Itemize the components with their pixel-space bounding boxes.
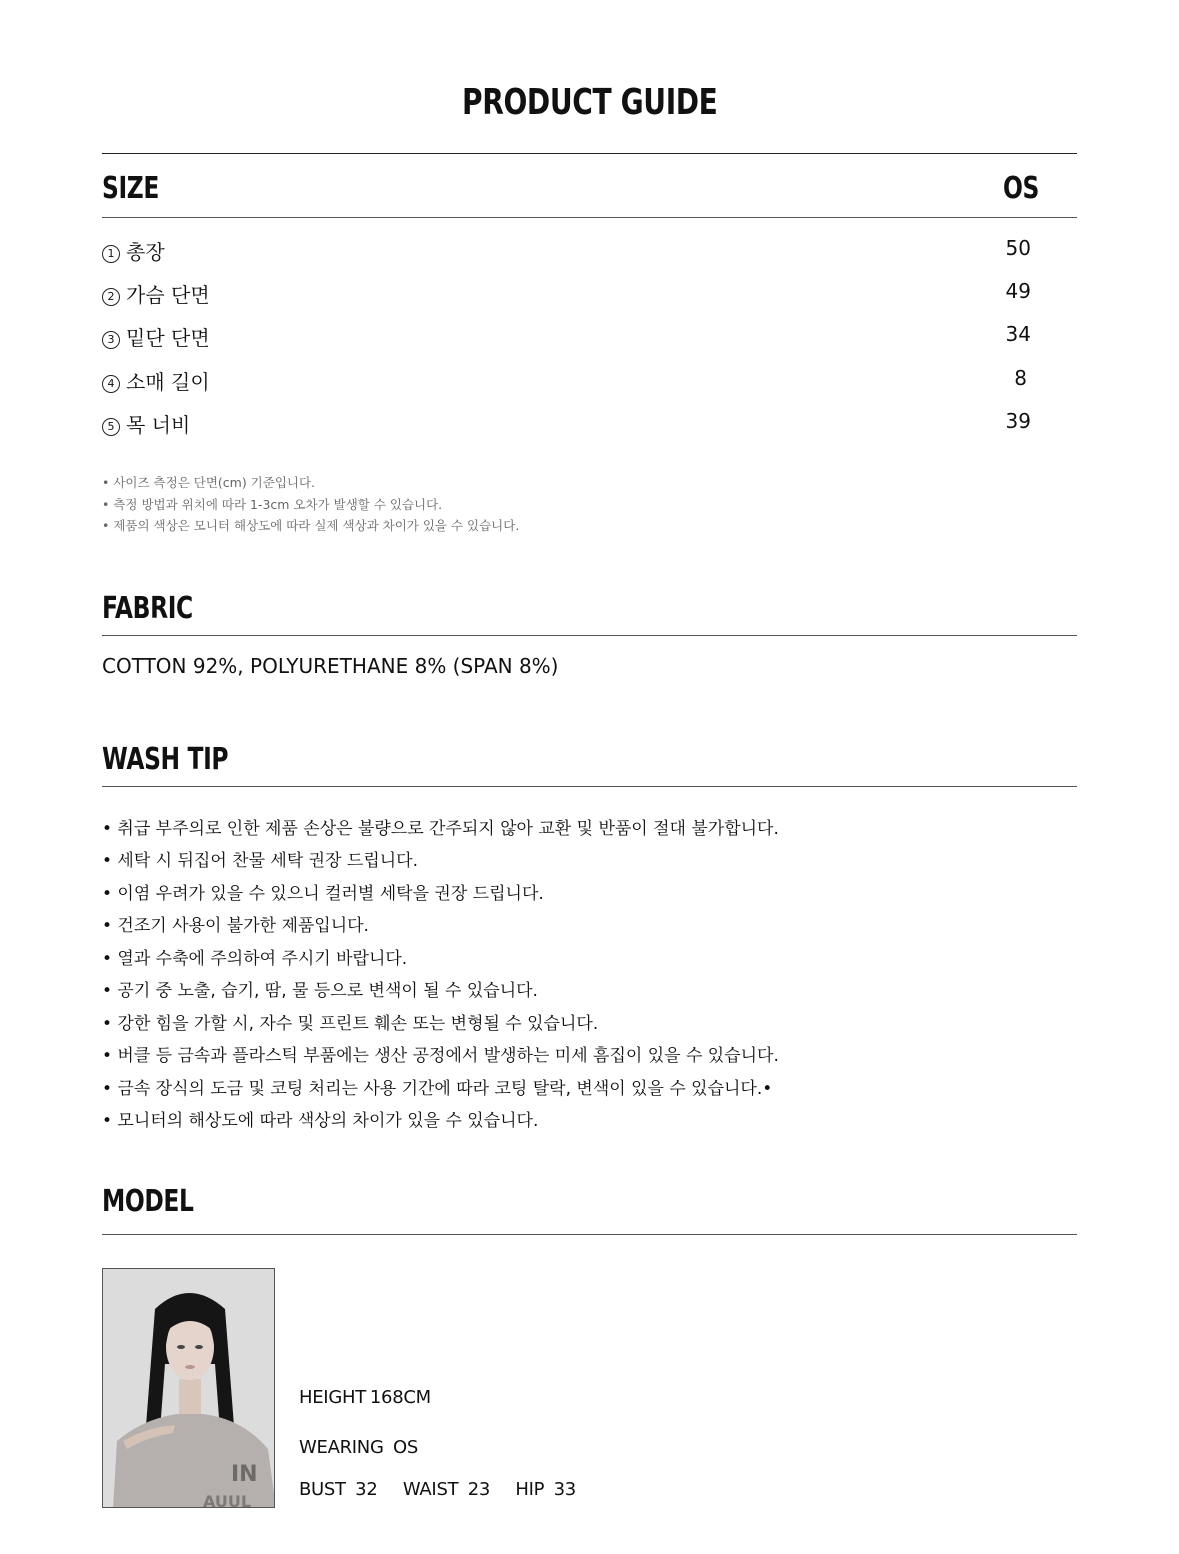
size-row — [102, 366, 1077, 396]
size-label: 총장 — [126, 240, 165, 264]
size-value: 39 — [1005, 409, 1031, 433]
circled-number: 1 — [102, 245, 120, 263]
divider — [102, 786, 1077, 787]
wash-tip-heading: WASH TIP — [102, 742, 229, 777]
circled-number: 3 — [102, 331, 120, 349]
wash-tip-item: • 공기 중 노출, 습기, 땀, 물 등으로 변색이 될 수 있습니다. — [102, 981, 538, 1001]
wash-tip-item: • 세탁 시 뒤집어 찬물 세탁 권장 드립니다. — [102, 851, 419, 871]
wash-tip-item: • 버클 등 금속과 플라스틱 부품에는 생산 공정에서 발생하는 미세 흠집이 있을 수 있습니다. — [102, 1046, 779, 1066]
fabric-heading: FABRIC — [102, 591, 193, 626]
model-photo — [102, 1268, 275, 1508]
size-note: • 제품의 색상은 모니터 해상도에 따라 실제 색상과 차이가 있을 수 있습니다. — [102, 518, 520, 533]
model-height: HEIGHT 168CM — [299, 1387, 431, 1408]
wash-tip-item: • 금속 장식의 도금 및 코팅 처리는 사용 기간에 따라 코팅 탈락, 변색이 있을 수 있습니다.• — [102, 1079, 773, 1099]
circled-number: 2 — [102, 288, 120, 306]
fabric-composition: COTTON 92%, POLYURETHANE 8% (SPAN 8%) — [102, 654, 559, 678]
size-value: 34 — [1005, 322, 1031, 346]
size-label: 소매 길이 — [126, 370, 210, 394]
model-measurements: BUST 32 WAIST 23 HIP 33 — [299, 1479, 576, 1500]
size-row — [102, 322, 1077, 352]
wash-tip-item: • 모니터의 해상도에 따라 색상의 차이가 있을 수 있습니다. — [102, 1111, 539, 1131]
divider — [102, 1234, 1077, 1235]
size-value: 8 — [1014, 366, 1027, 390]
divider — [102, 153, 1077, 154]
size-row — [102, 279, 1077, 309]
svg-text:IN: IN — [231, 1462, 258, 1487]
size-row — [102, 409, 1077, 439]
size-row — [102, 236, 1077, 266]
divider — [102, 217, 1077, 218]
model-heading: MODEL — [102, 1184, 194, 1219]
wash-tip-item: • 건조기 사용이 불가한 제품입니다. — [102, 916, 369, 936]
wash-tip-item: • 열과 수축에 주의하여 주시기 바랍니다. — [102, 949, 408, 969]
circled-number: 5 — [102, 418, 120, 436]
size-column-header: OS — [1003, 171, 1039, 206]
wash-tip-item: • 이염 우려가 있을 수 있으니 컬러별 세탁을 권장 드립니다. — [102, 884, 544, 904]
size-value: 49 — [1005, 279, 1031, 303]
svg-text:AUUL: AUUL — [203, 1492, 252, 1508]
size-note: • 사이즈 측정은 단면(cm) 기준입니다. — [102, 475, 316, 490]
page-title: PRODUCT GUIDE — [461, 82, 718, 123]
size-label: 가슴 단면 — [126, 283, 210, 307]
size-note: • 측정 방법과 위치에 따라 1-3cm 오차가 발생할 수 있습니다. — [102, 497, 443, 512]
size-label: 밑단 단면 — [126, 326, 210, 350]
size-heading: SIZE — [102, 171, 159, 206]
wash-tip-item: • 취급 부주의로 인한 제품 손상은 불량으로 간주되지 않아 교환 및 반품이 절대 불가합니다. — [102, 819, 779, 839]
divider — [102, 635, 1077, 636]
model-wearing: WEARING OS — [299, 1437, 419, 1458]
wash-tip-item: • 강한 힘을 가할 시, 자수 및 프린트 훼손 또는 변형될 수 있습니다. — [102, 1014, 599, 1034]
size-label: 목 너비 — [126, 413, 191, 437]
size-value: 50 — [1005, 236, 1031, 260]
circled-number: 4 — [102, 375, 120, 393]
